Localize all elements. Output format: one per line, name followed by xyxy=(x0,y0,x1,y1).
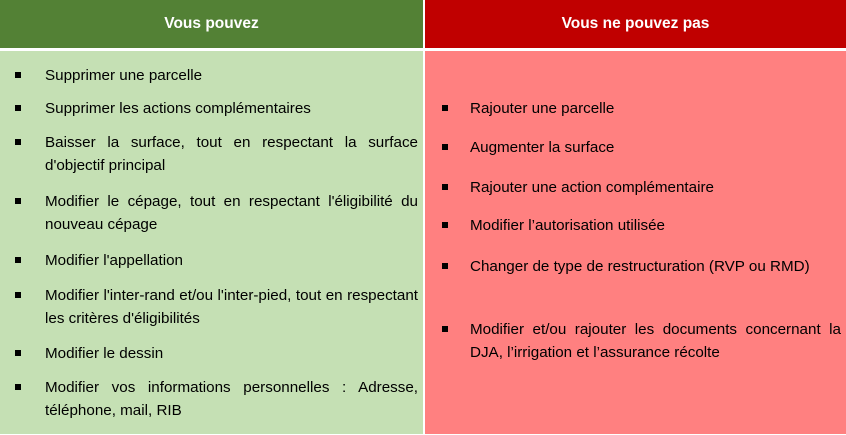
bullet-icon xyxy=(15,198,21,204)
bullet-icon xyxy=(442,105,448,111)
bullet-icon xyxy=(442,184,448,190)
bullet-icon xyxy=(442,326,448,332)
bullet-icon xyxy=(442,144,448,150)
allowed-column xyxy=(0,0,423,419)
bullet-icon xyxy=(15,350,21,356)
bullet-icon xyxy=(15,105,21,111)
bullet-icon xyxy=(15,384,21,390)
allowed-list: Supprimer une parcelle Supprimer les actions complémentaires Baisser la surface, tout en respectant la surface d'objectif principal Modifier le cépage, tout en respectant l'éligibilité du nouveau cépage Modifier l'appellation Modifier l'inter-rand et/ou l'inter-pied, tout en respectant les critères d'éligibilités Modifier le dessin Modifier vos informations personnelles : Adresse, téléphone, mail, RIB xyxy=(0,51,423,434)
allowed-header: Vous pouvez xyxy=(0,0,423,48)
bullet-icon xyxy=(15,292,21,298)
forbidden-column xyxy=(425,0,846,361)
bullet-icon xyxy=(15,72,21,78)
bullet-icon xyxy=(442,263,448,269)
bullet-icon xyxy=(442,222,448,228)
bullet-icon xyxy=(15,139,21,145)
forbidden-header: Vous ne pouvez pas xyxy=(425,0,846,48)
bullet-icon xyxy=(15,257,21,263)
forbidden-list: Rajouter une parcelle Augmenter la surface Rajouter une action complémentaire Modifier l’autorisation utilisée Changer de type de restructuration (RVP ou RMD) Modifier et/ou rajouter les documents concernant la DJA, l’irrigation et l’assurance récolte xyxy=(425,51,846,434)
